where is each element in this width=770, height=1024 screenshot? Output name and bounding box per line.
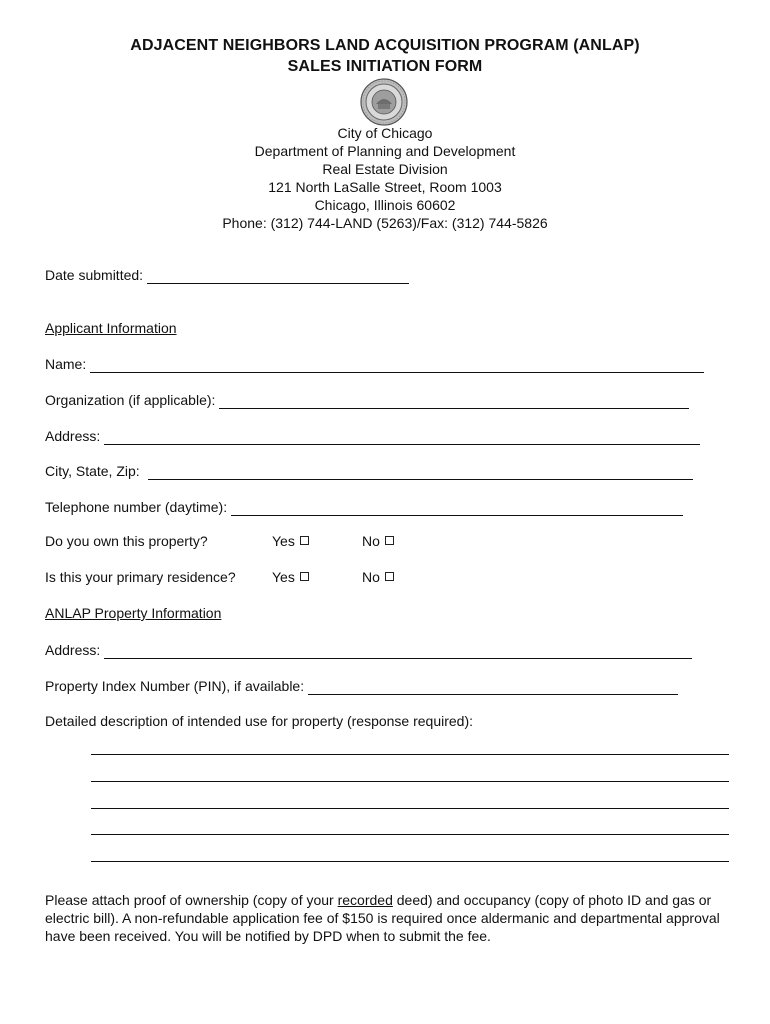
own-property-question: Do you own this property? (45, 533, 208, 549)
own-property-yes-checkbox[interactable] (300, 536, 309, 545)
property-address-row (45, 641, 692, 659)
date-submitted-row (45, 266, 409, 284)
primary-residence-question: Is this your primary residence? (45, 569, 236, 585)
own-property-no-checkbox[interactable] (385, 536, 394, 545)
primary-residence-yes-checkbox[interactable] (300, 572, 309, 581)
description-label: Detailed description of intended use for property (response required): (45, 713, 474, 729)
primary-residence-no (362, 569, 394, 585)
telephone-field[interactable] (231, 501, 683, 516)
city-state-zip-row (45, 462, 693, 480)
pin-field[interactable] (308, 680, 678, 695)
property-address-field[interactable] (104, 644, 692, 659)
name-field[interactable] (90, 358, 704, 373)
primary-residence-no-checkbox[interactable] (385, 572, 394, 581)
primary-residence-yes (272, 569, 309, 585)
telephone-row (45, 498, 683, 516)
description-line[interactable] (91, 861, 729, 862)
own-property-yes (272, 533, 309, 549)
address-label: Address: (45, 428, 101, 444)
note-underlined-word: recorded (337, 892, 393, 908)
telephone-label: Telephone number (daytime): (45, 499, 228, 515)
property-address-label: Address: (45, 642, 101, 658)
pin-row (45, 677, 678, 695)
address-line: City of Chicago (337, 125, 433, 141)
date-submitted-label: Date submitted: (45, 267, 144, 283)
address-line: Phone: (312) 744-LAND (5263)/Fax: (312) 744-5826 (222, 215, 548, 231)
own-property-no (362, 533, 394, 549)
address-line: 121 North LaSalle Street, Room 1003 (268, 179, 502, 195)
applicant-section-heading: Applicant Information (45, 320, 177, 336)
date-submitted-field[interactable] (147, 269, 409, 284)
organization-field[interactable] (219, 394, 689, 409)
form-title: ADJACENT NEIGHBORS LAND ACQUISITION PROGRAM (ANLAP) (130, 37, 640, 54)
name-label: Name: (45, 356, 87, 372)
address-block (0, 124, 770, 232)
note-text-start: Please attach proof of ownership (copy of your (45, 892, 338, 908)
city-seal-icon (360, 78, 408, 126)
organization-label: Organization (if applicable): (45, 392, 216, 408)
description-line[interactable] (91, 834, 729, 835)
instructions-note (45, 891, 735, 945)
primary-residence-no-label: No (362, 569, 380, 585)
organization-row (45, 391, 689, 409)
description-line[interactable] (91, 754, 729, 755)
description-line[interactable] (91, 808, 729, 809)
address-field[interactable] (104, 430, 700, 445)
address-line: Chicago, Illinois 60602 (314, 197, 456, 213)
address-line: Real Estate Division (322, 161, 448, 177)
address-line: Department of Planning and Development (254, 143, 516, 159)
note-text-end: deed) and occupancy (copy of photo ID and gas or electric bill). A non-refundable application fee of $150 is required once aldermanic and departmental approval have been received. You will be notified by DPD when to submit the fee. (45, 892, 720, 944)
form-subtitle: SALES INITIATION FORM (287, 58, 483, 75)
address-row (45, 427, 700, 445)
pin-label: Property Index Number (PIN), if available: (45, 678, 305, 694)
city-state-zip-field[interactable] (148, 465, 693, 480)
city-state-zip-label: City, State, Zip: (45, 463, 140, 479)
primary-residence-yes-label: Yes (272, 569, 295, 585)
own-property-yes-label: Yes (272, 533, 295, 549)
name-row (45, 355, 704, 373)
own-property-no-label: No (362, 533, 380, 549)
property-section-heading: ANLAP Property Information (45, 605, 222, 621)
description-line[interactable] (91, 781, 729, 782)
